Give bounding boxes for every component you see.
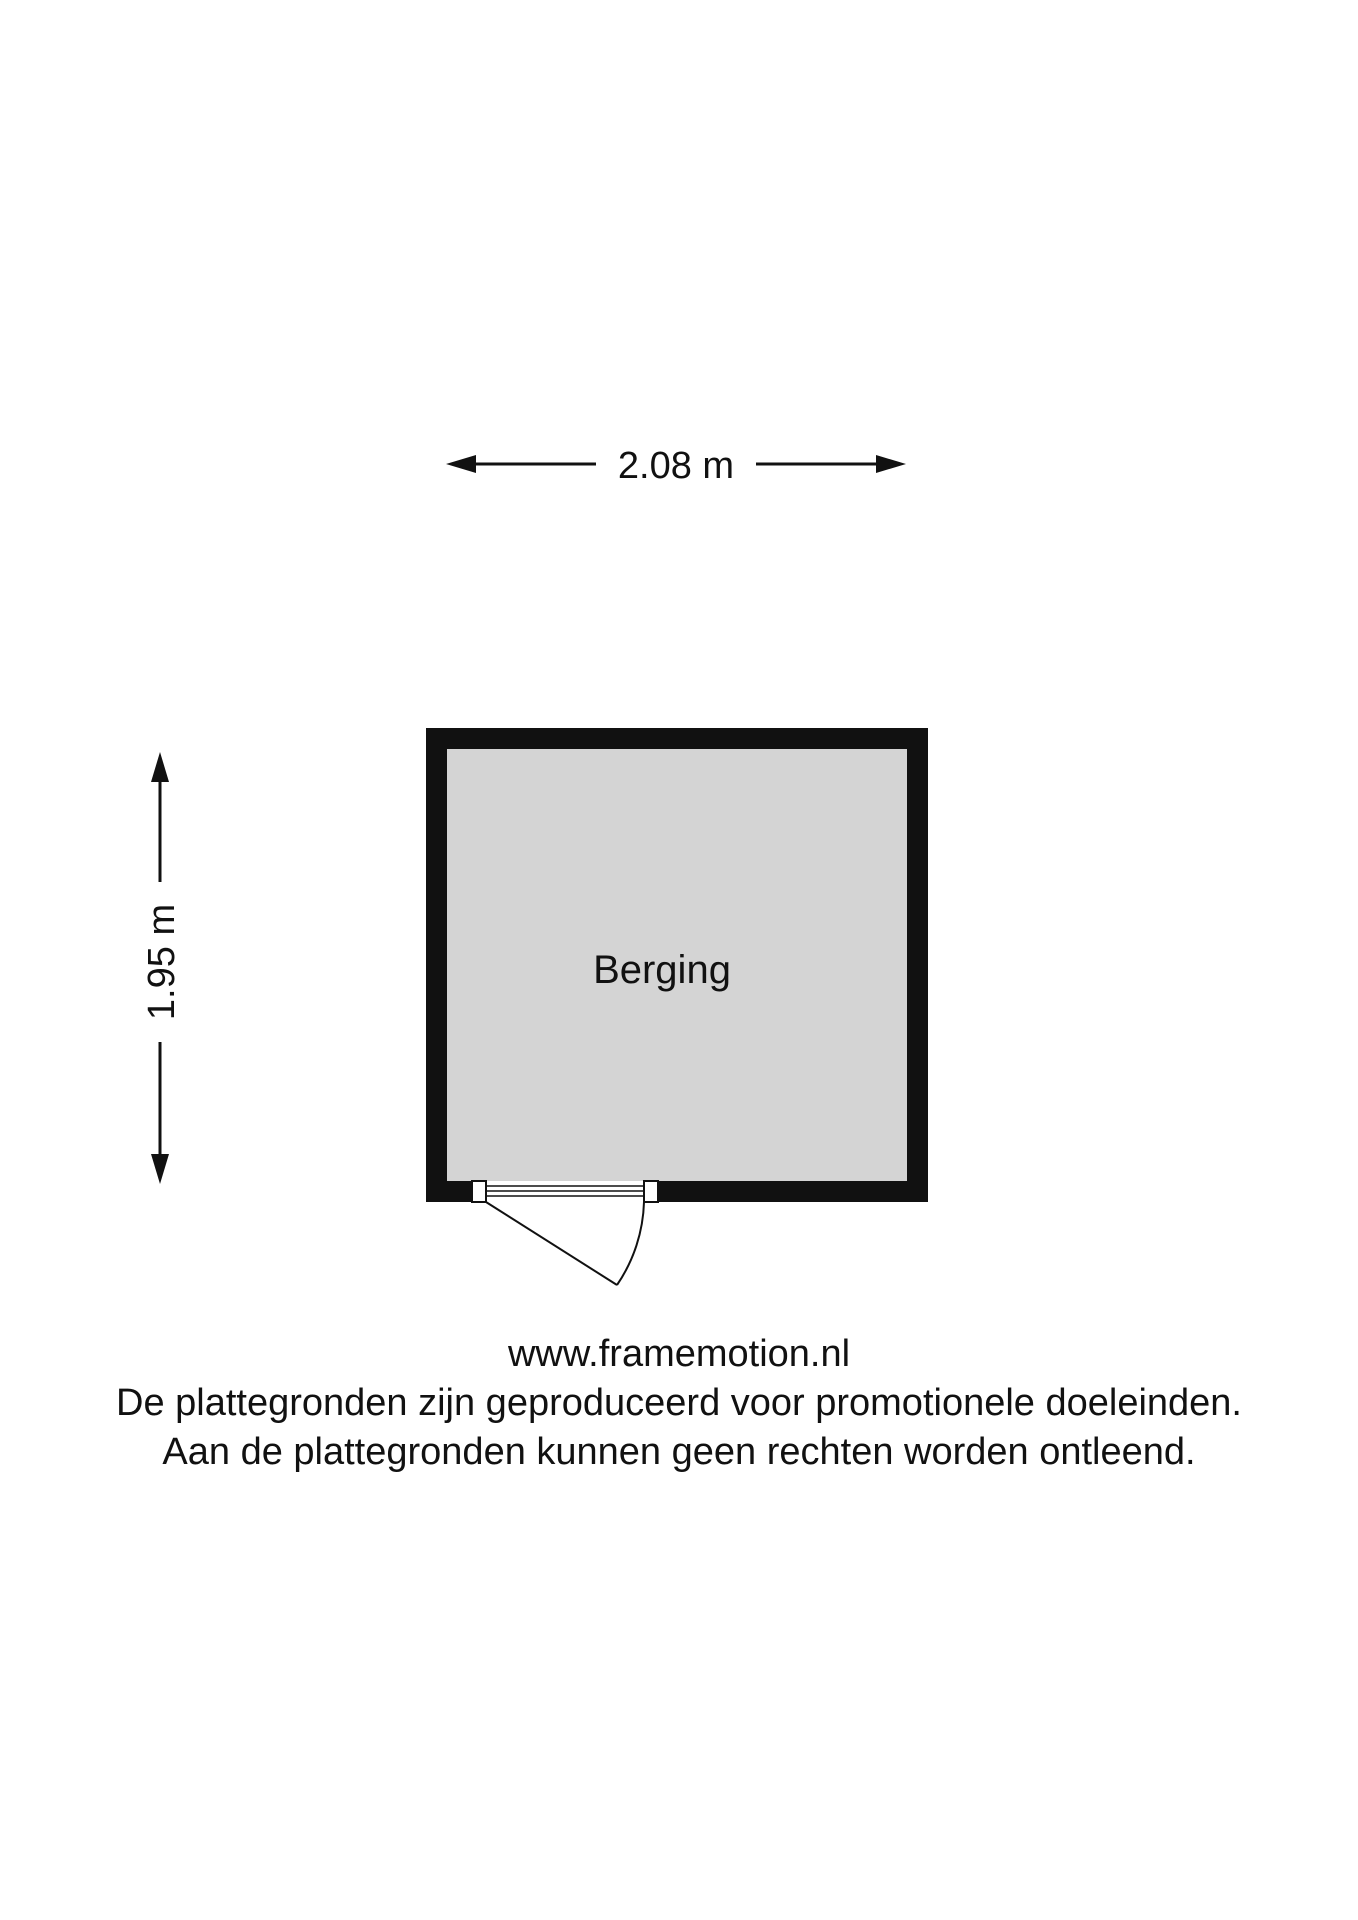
- door-leaf: [486, 1202, 617, 1285]
- arrowhead-down-icon: [151, 1154, 169, 1184]
- door-jamb-left: [472, 1181, 486, 1202]
- disclaimer-line-1: De plattegronden zijn geproduceerd voor promotionele doeleinden.: [116, 1382, 1242, 1424]
- width-dimension: [446, 445, 906, 487]
- door-jamb-right: [644, 1181, 658, 1202]
- door-swing-arc: [617, 1202, 644, 1285]
- arrowhead-up-icon: [151, 752, 169, 782]
- website-text: www.framemotion.nl: [507, 1333, 851, 1375]
- room-label: Berging: [593, 948, 731, 992]
- arrowhead-right-icon: [876, 455, 906, 473]
- arrowhead-left-icon: [446, 455, 476, 473]
- width-label: 2.08 m: [617, 445, 735, 487]
- height-dimension: [141, 752, 183, 1184]
- footer: [0, 1330, 1358, 1477]
- disclaimer-line-2: Aan de plattegronden kunnen geen rechten worden ontleend.: [162, 1431, 1196, 1473]
- height-label: 1.95 m: [141, 903, 183, 1021]
- room-berging: [426, 728, 928, 1285]
